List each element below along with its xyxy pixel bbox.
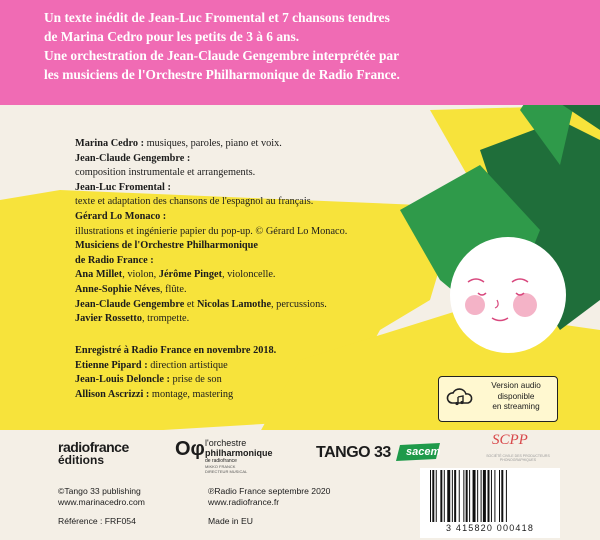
credit-name: Jean-Luc Fromental : <box>75 181 171 193</box>
intro-line: Une orchestration de Jean-Claude Gengembre interprétée par <box>44 48 400 63</box>
intro-text <box>44 8 574 84</box>
barcode-bar <box>452 470 453 522</box>
legal-text: www.marinacedro.com <box>58 497 145 507</box>
logo-text: Oφ <box>175 438 205 460</box>
sacem-logo <box>396 443 440 461</box>
credit-role: , violon, <box>122 269 159 281</box>
barcode-bar <box>432 470 434 522</box>
legal-text: Référence : FRF054 <box>58 516 136 526</box>
barcode-bar <box>459 470 460 522</box>
streaming-text: disponible <box>497 391 535 401</box>
credit-role: , flûte. <box>159 283 187 295</box>
credit-name: Jérôme Pinget <box>158 269 222 281</box>
intro-line: les musiciens de l'Orchestre Philharmonique de Radio France. <box>44 67 400 82</box>
credit-name: Jean-Claude Gengembre <box>75 298 185 310</box>
barcode-bar <box>494 470 495 522</box>
musicians-title: de Radio France : <box>75 254 154 266</box>
barcode-bar <box>481 470 482 522</box>
credit-name: Jean-Louis Deloncle : <box>75 374 170 386</box>
cloud-music-icon <box>445 383 475 413</box>
logo-text: radiofrance <box>58 439 129 455</box>
barcode-bar <box>473 470 476 522</box>
tango33-logo: TANGO 33 <box>316 444 391 461</box>
radiofrance-editions-logo <box>58 440 158 466</box>
barcode-bar <box>491 470 492 522</box>
barcode-bar <box>469 470 470 522</box>
streaming-text: en streaming <box>492 402 540 411</box>
credit-name: Javier Rossetto <box>75 313 143 325</box>
intro-line: de Marina Cedro pour les petits de 3 à 6 ans. <box>44 29 300 44</box>
credit-name: Gérard Lo Monaco : <box>75 210 167 222</box>
barcode-bar <box>477 470 478 522</box>
credit-name: Marina Cedro : <box>75 138 145 149</box>
legal-text: www.radiofrance.fr <box>208 497 280 507</box>
credit-name: Jean-Claude Gengembre : <box>75 152 191 164</box>
legal-text: Made in EU <box>208 516 253 526</box>
logo-text: DIRECTEUR MUSICAL <box>205 469 248 474</box>
recording-credits <box>75 344 405 402</box>
barcode-bar <box>447 470 450 522</box>
barcode-bar <box>430 470 431 522</box>
barcode-bar <box>463 470 464 522</box>
logo-text: MIKKO FRANCK <box>205 464 236 469</box>
logos-row <box>0 432 600 472</box>
logo-text: SOCIÉTÉ CIVILE DES PRODUCTEURS PHONOGRAPHIQUES <box>486 454 550 462</box>
credit-role: , percussions. <box>271 298 327 310</box>
barcode-bar <box>483 470 486 522</box>
logo-text: philharmonique <box>205 448 273 458</box>
barcode-number: 3 415820 000418 <box>445 523 535 533</box>
logo-text: sacem <box>406 446 441 458</box>
barcode <box>420 468 560 538</box>
intro-line: Un texte inédit de Jean-Luc Fromental et 7 chansons tendres <box>44 10 390 25</box>
credit-role: musiques, paroles, piano et voix. <box>144 138 282 149</box>
streaming-badge <box>438 376 558 422</box>
credit-role: illustrations et ingénierie papier du pop-up. © Gérard Lo Monaco. <box>75 225 348 237</box>
credit-role: , trompette. <box>142 313 190 325</box>
credits-block <box>75 137 405 327</box>
barcode-bar <box>454 470 456 522</box>
credit-role: texte et adaptation des chansons de l'espagnol au français. <box>75 196 314 208</box>
barcode-bars <box>428 470 552 522</box>
barcode-bar <box>506 470 507 522</box>
barcode-bar <box>499 470 500 522</box>
barcode-bar <box>444 470 445 522</box>
credit-role: prise de son <box>169 374 222 386</box>
credit-name: Allison Ascrizzi : <box>75 388 150 400</box>
credit-role: composition instrumentale et arrangements. <box>75 167 256 179</box>
barcode-bar <box>440 470 442 522</box>
credit-name: Ana Millet <box>75 269 123 281</box>
legal-text: ℗Radio France septembre 2020 <box>208 486 331 496</box>
credit-role: , violoncelle. <box>222 269 276 281</box>
scpp-logo <box>478 432 558 472</box>
credit-name: Anne-Sophie Néves <box>75 283 160 295</box>
legal-text: ©Tango 33 publishing <box>58 486 141 496</box>
recorded-note: Enregistré à Radio France en novembre 2018. <box>75 345 277 356</box>
credit-name: Etienne Pipard : <box>75 359 148 371</box>
credit-role: direction artistique <box>147 359 228 371</box>
logo-text: l'orchestre <box>205 438 247 448</box>
credit-role: et <box>184 298 197 310</box>
barcode-bar <box>466 470 468 522</box>
barcode-bar <box>488 470 490 522</box>
streaming-text: Version audio <box>491 381 541 390</box>
musicians-title: Musiciens de l'Orchestre Philharmonique <box>75 240 258 252</box>
barcode-bar <box>436 470 437 522</box>
logo-text: SCPP <box>492 432 528 448</box>
logo-text: éditions <box>58 453 105 467</box>
credit-name: Nicolas Lamothe <box>196 298 272 310</box>
barcode-bar <box>501 470 503 522</box>
credit-role: montage, mastering <box>149 388 234 400</box>
logo-text: de radiofrance <box>205 458 237 464</box>
